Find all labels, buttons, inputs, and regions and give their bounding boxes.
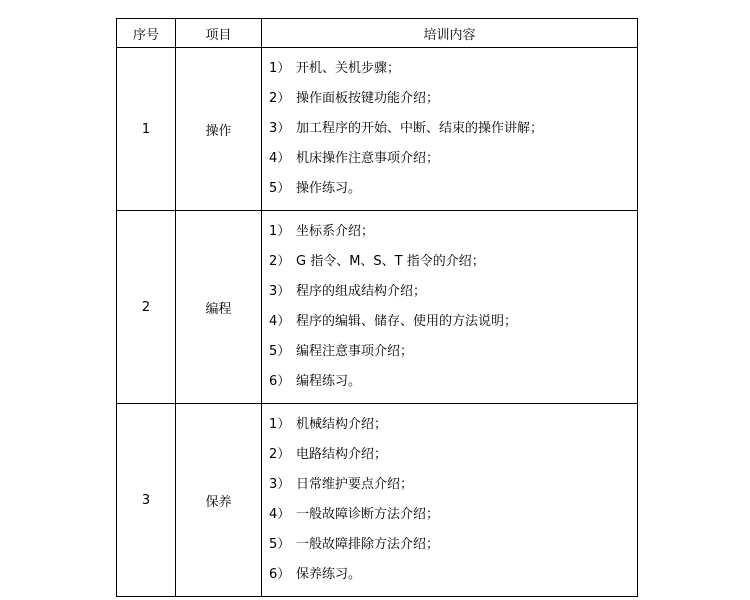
row-item: 保养: [176, 404, 262, 597]
content-list: [262, 404, 637, 596]
content-item: [269, 174, 637, 204]
content-item-number: 4）: [269, 314, 291, 329]
content-item-number: 5）: [269, 344, 291, 359]
content-item: [269, 367, 637, 397]
content-item-text: 保养练习。: [296, 567, 362, 582]
header-no: 序号: [117, 19, 176, 48]
content-item-number: 2）: [269, 254, 291, 269]
content-item: [269, 440, 637, 470]
row-content: [262, 211, 638, 404]
content-item-number: 3）: [269, 284, 291, 299]
row-item: 编程: [176, 211, 262, 404]
content-item-number: 5）: [269, 537, 291, 552]
content-item: [269, 337, 637, 367]
row-no: 2: [117, 211, 176, 404]
content-item-text: 日常维护要点介绍；: [296, 477, 414, 492]
content-item-text: 程序的组成结构介绍；: [296, 284, 427, 299]
content-item-text: 开机、关机步骤；: [296, 61, 401, 76]
content-item-number: 6）: [269, 567, 291, 582]
header-content: 培训内容: [262, 19, 638, 48]
content-item: [269, 470, 637, 500]
row-content: [262, 48, 638, 211]
table-row: [117, 48, 638, 211]
content-item-text: 操作面板按键功能介绍；: [296, 91, 440, 106]
content-list: [262, 211, 637, 403]
content-item-text: 机床操作注意事项介绍；: [296, 151, 440, 166]
content-item-number: 1）: [269, 417, 291, 432]
content-item-text: 加工程序的开始、中断、结束的操作讲解；: [296, 121, 544, 136]
content-item-number: 5）: [269, 181, 291, 196]
content-item-number: 3）: [269, 121, 291, 136]
content-item-number: 1）: [269, 61, 291, 76]
table-header: [117, 19, 638, 48]
content-item: [269, 530, 637, 560]
content-item-text: 编程练习。: [296, 374, 362, 389]
row-no: 3: [117, 404, 176, 597]
content-item-number: 2）: [269, 447, 291, 462]
table-row: [117, 211, 638, 404]
content-item-text: 电路结构介绍；: [296, 447, 388, 462]
content-item-text: 一般故障排除方法介绍；: [296, 537, 440, 552]
content-item: [269, 410, 637, 440]
content-item: [269, 114, 637, 144]
content-item-number: 1）: [269, 224, 291, 239]
row-content: [262, 404, 638, 597]
content-item-number: 2）: [269, 91, 291, 106]
content-item-number: 4）: [269, 151, 291, 166]
row-item: 操作: [176, 48, 262, 211]
content-item: [269, 500, 637, 530]
content-item-number: 6）: [269, 374, 291, 389]
table-body: [117, 48, 638, 597]
content-item: [269, 307, 637, 337]
content-item: [269, 54, 637, 84]
content-item-text: 坐标系介绍；: [296, 224, 375, 239]
content-item-text: G 指令、M、S、T 指令的介绍；: [296, 254, 485, 269]
content-item: [269, 84, 637, 114]
table-row: [117, 404, 638, 597]
header-row: [117, 19, 638, 48]
header-item: 项目: [176, 19, 262, 48]
row-no: 1: [117, 48, 176, 211]
content-item-text: 一般故障诊断方法介绍；: [296, 507, 440, 522]
content-item-text: 程序的编辑、储存、使用的方法说明；: [296, 314, 518, 329]
content-item: [269, 277, 637, 307]
content-item: [269, 560, 637, 590]
content-item-text: 机械结构介绍；: [296, 417, 388, 432]
content-list: [262, 48, 637, 210]
content-item-text: 操作练习。: [296, 181, 362, 196]
content-item-number: 4）: [269, 507, 291, 522]
content-item: [269, 247, 637, 277]
content-item: [269, 217, 637, 247]
content-item-number: 3）: [269, 477, 291, 492]
content-item-text: 编程注意事项介绍；: [296, 344, 414, 359]
content-item: [269, 144, 637, 174]
training-table: [116, 18, 638, 597]
